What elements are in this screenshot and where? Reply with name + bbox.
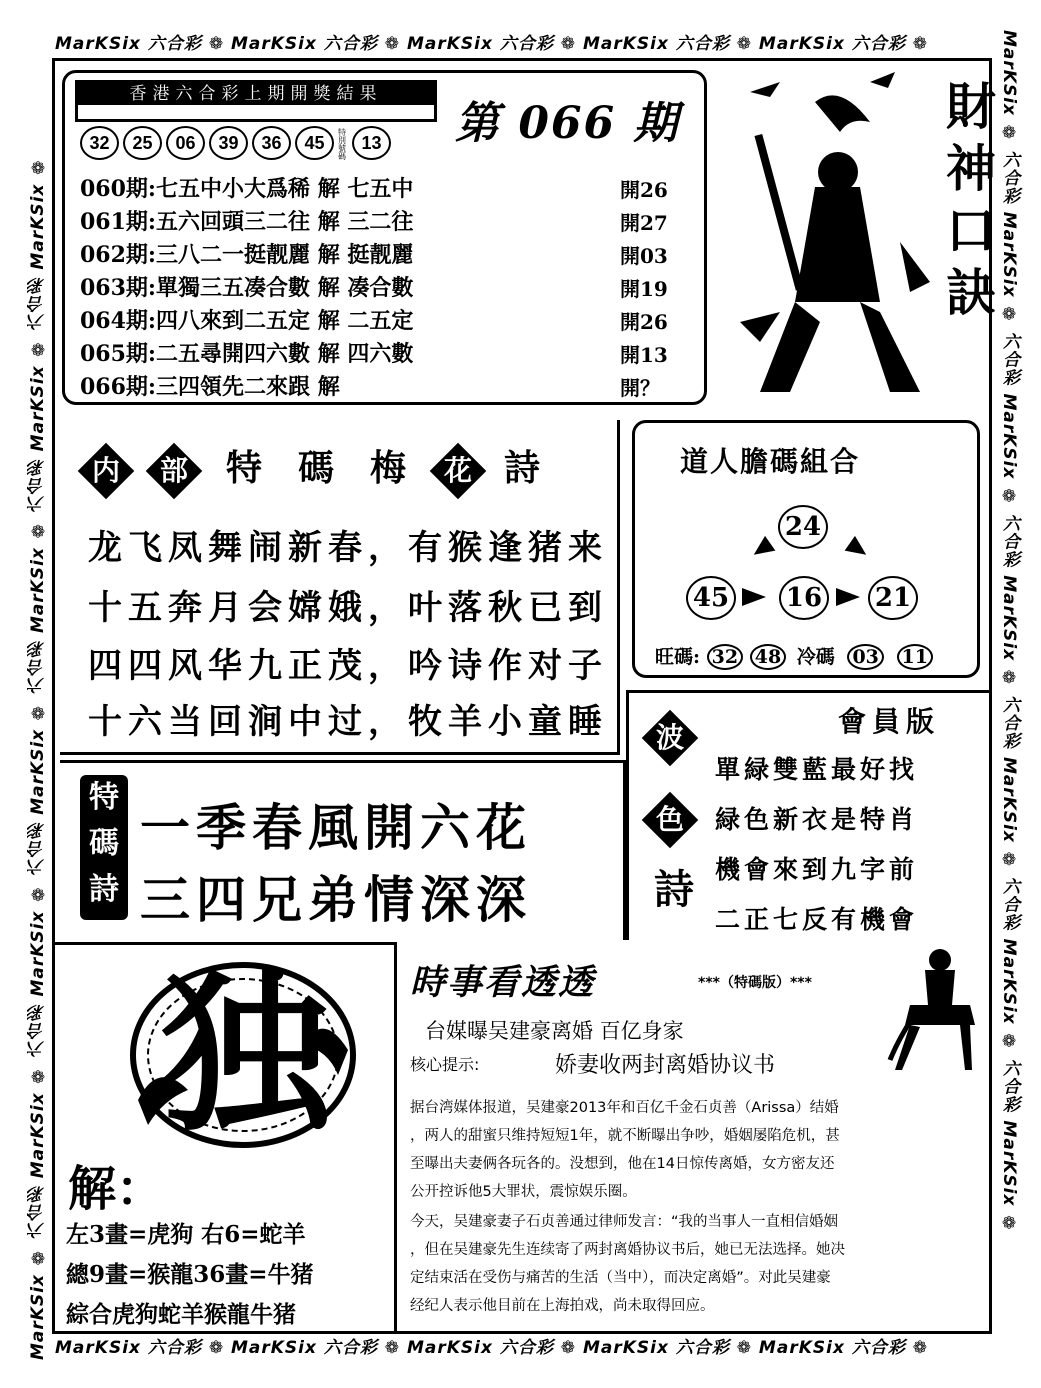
arrow-icon bbox=[742, 588, 766, 606]
history-row: 062期:三八二一挺靓麗 解 挺靓麗 bbox=[80, 242, 414, 268]
warrior-illustration bbox=[720, 62, 950, 407]
history-row: 066期:三四領先二來跟 解 bbox=[80, 374, 340, 400]
history-row: 065期:二五尋開四六數 解 四六數 bbox=[80, 341, 414, 367]
result-ball: 45 bbox=[295, 126, 334, 160]
history-row: 063期:單獨三五凑合數 解 凑合數 bbox=[80, 275, 414, 301]
du-line: 總9畫=猴龍36畫=牛猪 bbox=[66, 1261, 314, 1288]
member-line: 機會來到九字前 bbox=[715, 855, 919, 884]
side-char: 詩 bbox=[654, 866, 694, 913]
news-title: 時事看透透 bbox=[410, 963, 596, 1003]
special-side-char: 特 bbox=[89, 780, 119, 815]
side-char: 波 bbox=[655, 720, 685, 754]
bose-side bbox=[640, 712, 700, 932]
member-label: 會員版 bbox=[838, 705, 941, 738]
hot-label: 旺碼: bbox=[655, 646, 701, 668]
results-header bbox=[75, 80, 437, 122]
result-ball: 36 bbox=[252, 126, 291, 160]
news-paragraph-line: 定结束活在受伤与痛苦的生活（当中），而决定离婚”。对此吴建豪 bbox=[410, 1270, 831, 1286]
history-open: 開19 bbox=[620, 277, 668, 301]
result-ball: 06 bbox=[166, 126, 205, 160]
title-char: 部 bbox=[159, 453, 189, 487]
special-poem-side bbox=[80, 775, 128, 920]
side-diamond bbox=[642, 792, 699, 849]
history-open: 開26 bbox=[620, 178, 668, 202]
result-ball: 32 bbox=[80, 126, 119, 160]
news-hint: 娇妻收两封离婚协议书 bbox=[555, 1053, 776, 1078]
title-char: 梅 bbox=[370, 447, 407, 489]
title-char: 碼 bbox=[298, 447, 335, 489]
result-ball: 25 bbox=[123, 126, 162, 160]
masthead-title: 財神口訣 bbox=[938, 80, 997, 328]
special-side-char: 詩 bbox=[89, 872, 119, 907]
plum-poem-line: 十六当回涧中过，牧羊小童睡 bbox=[88, 702, 608, 742]
news-edition: ***（特碼版）*** bbox=[698, 975, 812, 991]
title-char: 特 bbox=[226, 447, 263, 489]
news-paragraph-line: 公开控诉他5大罪状，震惊娱乐圈。 bbox=[410, 1184, 637, 1200]
news-paragraph-line: 今天，吴建豪妻子石贞善通过律师发言：“我的当事人一直相信婚姻 bbox=[410, 1214, 839, 1230]
du-jie-label: 解： bbox=[68, 1161, 165, 1217]
issue-number: 第 066 期 bbox=[455, 98, 680, 149]
arrow-icon bbox=[836, 588, 860, 606]
news-paragraph-line: ，但在吴建豪先生连续寄了两封离婚协议书后，她已无法选择。她决 bbox=[410, 1242, 845, 1258]
history-open: 開13 bbox=[620, 343, 668, 367]
news-paragraph-line: ，两人的甜蜜只维持短短1年，就不断曝出争吵，婚姻屡陷危机，甚 bbox=[410, 1128, 840, 1144]
border-top-strip: MarKSix 六合彩 ❁ MarKSix 六合彩 ❁ MarKSix 六合彩 ❁ MarKSix 六合彩 ❁ MarKSix 六合彩 ❁ bbox=[55, 34, 928, 54]
special-side-char: 碼 bbox=[89, 826, 119, 861]
news-paragraph-line: 经纪人表示他目前在上海拍戏，尚未取得回应。 bbox=[410, 1298, 715, 1314]
title-char: 詩 bbox=[504, 447, 541, 489]
special-poem-line-2: 三四兄弟情深深 bbox=[140, 870, 532, 929]
daoren-title: 道人膽碼組合 bbox=[680, 445, 861, 478]
member-line: 單緑雙藍最好找 bbox=[715, 755, 919, 784]
special-ball-label: 特別號碼 bbox=[338, 127, 346, 161]
results-header-label: 香港六合彩上期開獎結果 bbox=[78, 83, 434, 105]
history-open: 開27 bbox=[620, 211, 668, 235]
cold-number: 11 bbox=[897, 644, 933, 670]
history-row: 061期:五六回頭三二往 解 三二往 bbox=[80, 209, 414, 235]
result-ball: 39 bbox=[209, 126, 248, 160]
plum-poem-line: 龙飞凤舞闹新春，有猴逢猪来 bbox=[88, 528, 608, 568]
title-char: 花 bbox=[444, 453, 473, 487]
du-line: 綜合虎狗蛇羊猴龍牛猪 bbox=[66, 1301, 296, 1328]
history-open: 開？ bbox=[620, 376, 660, 400]
member-line: 緑色新衣是特肖 bbox=[715, 805, 919, 834]
cold-number: 03 bbox=[847, 644, 883, 670]
special-ball: 13 bbox=[352, 126, 391, 160]
border-left-strip: MarKSix ❁ 六合彩 MarKSix ❁ 六合彩 MarKSix ❁ 六合彩 MarKSix ❁ 六合彩 MarKSix ❁ 六合彩 MarKSix ❁ 六合彩 MarKSix ❁ bbox=[28, 155, 48, 1360]
daoren-right: 21 bbox=[868, 576, 918, 620]
lady-figure bbox=[880, 945, 985, 1075]
daoren-top: 24 bbox=[778, 505, 828, 549]
cold-label: 冷碼 bbox=[796, 646, 835, 668]
history-row: 060期:七五中小大爲稀 解 七五中 bbox=[80, 176, 414, 202]
history-open: 開26 bbox=[620, 310, 668, 334]
hot-cold-row bbox=[655, 642, 975, 672]
du-line: 左3畫=虎狗 右6=蛇羊 bbox=[66, 1221, 306, 1248]
daoren-left: 45 bbox=[686, 576, 736, 620]
side-char: 色 bbox=[655, 802, 685, 836]
news-hint-label: 核心提示: bbox=[410, 1055, 480, 1074]
history-open: 開03 bbox=[620, 244, 668, 268]
border-bottom-strip: MarKSix 六合彩 ❁ MarKSix 六合彩 ❁ MarKSix 六合彩 ❁ MarKSix 六合彩 ❁ MarKSix 六合彩 ❁ bbox=[55, 1338, 928, 1358]
du-glyph: 独 bbox=[159, 955, 330, 1155]
hot-number: 32 bbox=[707, 644, 743, 670]
title-char: 内 bbox=[91, 453, 121, 487]
special-poem-line-1: 一季春風開六花 bbox=[140, 798, 532, 857]
news-headline: 台媒曝吴建豪离婚 百亿身家 bbox=[425, 1019, 684, 1043]
plum-poem-line: 十五奔月会嫦娥，叶落秋已到 bbox=[88, 588, 608, 628]
history-row: 064期:四八來到二五定 解 二五定 bbox=[80, 308, 414, 334]
news-paragraph-line: 至曝出夫妻俩各玩各的。没想到，他在14日惊传离婚，女方密友还 bbox=[410, 1156, 835, 1172]
plum-poem-line: 四四风华九正茂，吟诗作对子 bbox=[88, 646, 608, 686]
side-diamond bbox=[642, 710, 699, 767]
daoren-mid: 16 bbox=[779, 576, 829, 620]
hot-number: 48 bbox=[750, 644, 786, 670]
results-balls bbox=[80, 126, 440, 162]
member-line: 二正七反有機會 bbox=[715, 905, 919, 934]
plum-poem-title bbox=[72, 440, 612, 490]
news-paragraph-line: 据台湾媒体报道，吴建豪2013年和百亿千金石贞善（Arissa）结婚 bbox=[410, 1100, 839, 1116]
border-right-strip: MarKSix ❁ 六合彩 MarKSix ❁ 六合彩 MarKSix ❁ 六合彩 MarKSix ❁ 六合彩 MarKSix ❁ 六合彩 MarKSix ❁ 六合彩 MarKSix ❁ bbox=[999, 30, 1019, 1235]
